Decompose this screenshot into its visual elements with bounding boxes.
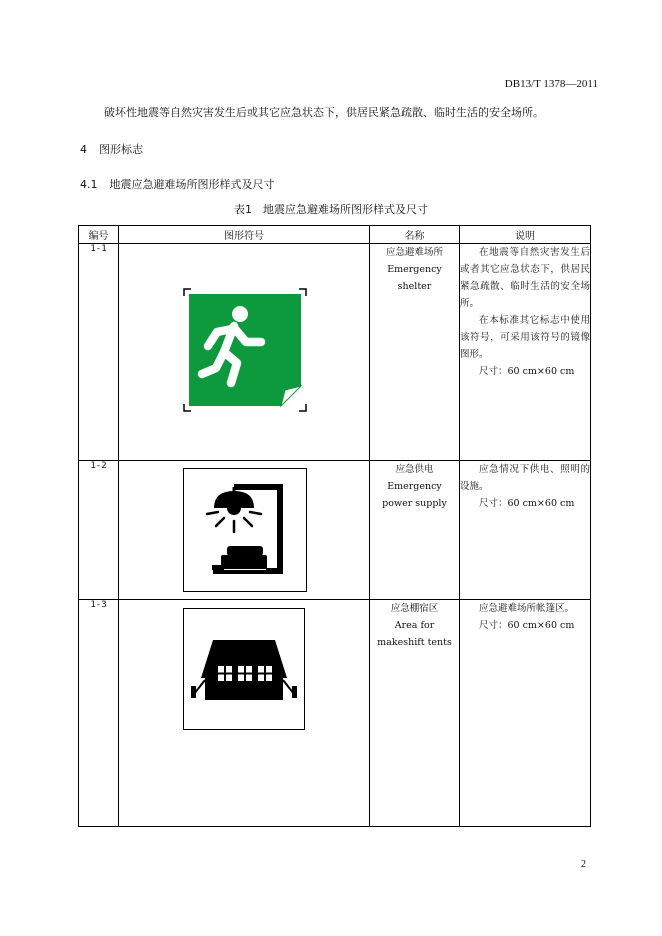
symbol-description xyxy=(460,600,591,827)
name-chinese: 应急避难场所 xyxy=(385,247,443,258)
name-english-line2: shelter xyxy=(397,281,432,292)
description-paragraph: 在地震等自然灾害发生后或者其它应急状态下，供居民紧急疏散、临时生活的安全场所。 xyxy=(460,247,590,309)
document-code: DB13/T 1378—2011 xyxy=(504,78,598,90)
symbol-name xyxy=(370,600,460,827)
table-row xyxy=(79,461,591,600)
symbol-name xyxy=(370,244,460,461)
header-symbol: 图形符号 xyxy=(119,226,370,244)
symbol-description xyxy=(460,461,591,600)
table-title: 表1 地震应急避难场所图形样式及尺寸 xyxy=(234,203,428,216)
table-row xyxy=(79,244,591,461)
section-4-1-heading xyxy=(80,176,275,192)
symbol-cell xyxy=(119,244,370,461)
intro-paragraph: 破坏性地震等自然灾害发生后或其它应急状态下，供居民紧急疏散、临时生活的安全场所。 xyxy=(104,106,544,119)
section-title: 地震应急避难场所图形样式及尺寸 xyxy=(109,178,275,191)
name-english-line1: Emergency xyxy=(387,481,442,492)
table-row xyxy=(79,600,591,827)
row-number: 1-1 xyxy=(79,244,119,461)
header-name: 名称 xyxy=(370,226,460,244)
name-english-line2: makeshift tents xyxy=(377,637,452,648)
description-paragraph: 在本标准其它标志中使用该符号，可采用该符号的镜像图形。 xyxy=(460,315,590,360)
section-number: 4 xyxy=(80,143,87,156)
row-number: 1-3 xyxy=(79,600,119,827)
description-paragraph: 应急避难场所帐篷区。 xyxy=(479,603,575,614)
name-english-line2: power supply xyxy=(382,498,447,509)
size-note: 尺寸：60 cm×60 cm xyxy=(479,498,575,509)
size-note: 尺寸：60 cm×60 cm xyxy=(479,620,575,631)
symbols-table xyxy=(78,225,591,827)
header-desc: 说明 xyxy=(460,226,591,244)
symbol-description xyxy=(460,244,591,461)
name-english-line1: Emergency xyxy=(387,264,442,275)
table-header-row xyxy=(79,226,591,244)
section-title: 图形标志 xyxy=(99,143,143,156)
running-person-icon xyxy=(183,288,307,412)
symbol-cell xyxy=(119,461,370,600)
power-supply-lamp-icon xyxy=(183,468,307,592)
description-paragraph: 应急情况下供电、照明的设施。 xyxy=(460,464,590,492)
name-chinese: 应急棚宿区 xyxy=(390,603,439,614)
row-number: 1-2 xyxy=(79,461,119,600)
header-num: 编号 xyxy=(79,226,119,244)
symbol-name xyxy=(370,461,460,600)
name-chinese: 应急供电 xyxy=(395,464,434,475)
section-number: 4.1 xyxy=(80,178,98,191)
tent-icon xyxy=(183,608,305,730)
size-note: 尺寸：60 cm×60 cm xyxy=(479,366,575,377)
name-english-line1: Area for xyxy=(394,620,435,631)
symbol-cell xyxy=(119,600,370,827)
section-4-heading xyxy=(80,141,143,157)
page-number: 2 xyxy=(581,859,586,870)
